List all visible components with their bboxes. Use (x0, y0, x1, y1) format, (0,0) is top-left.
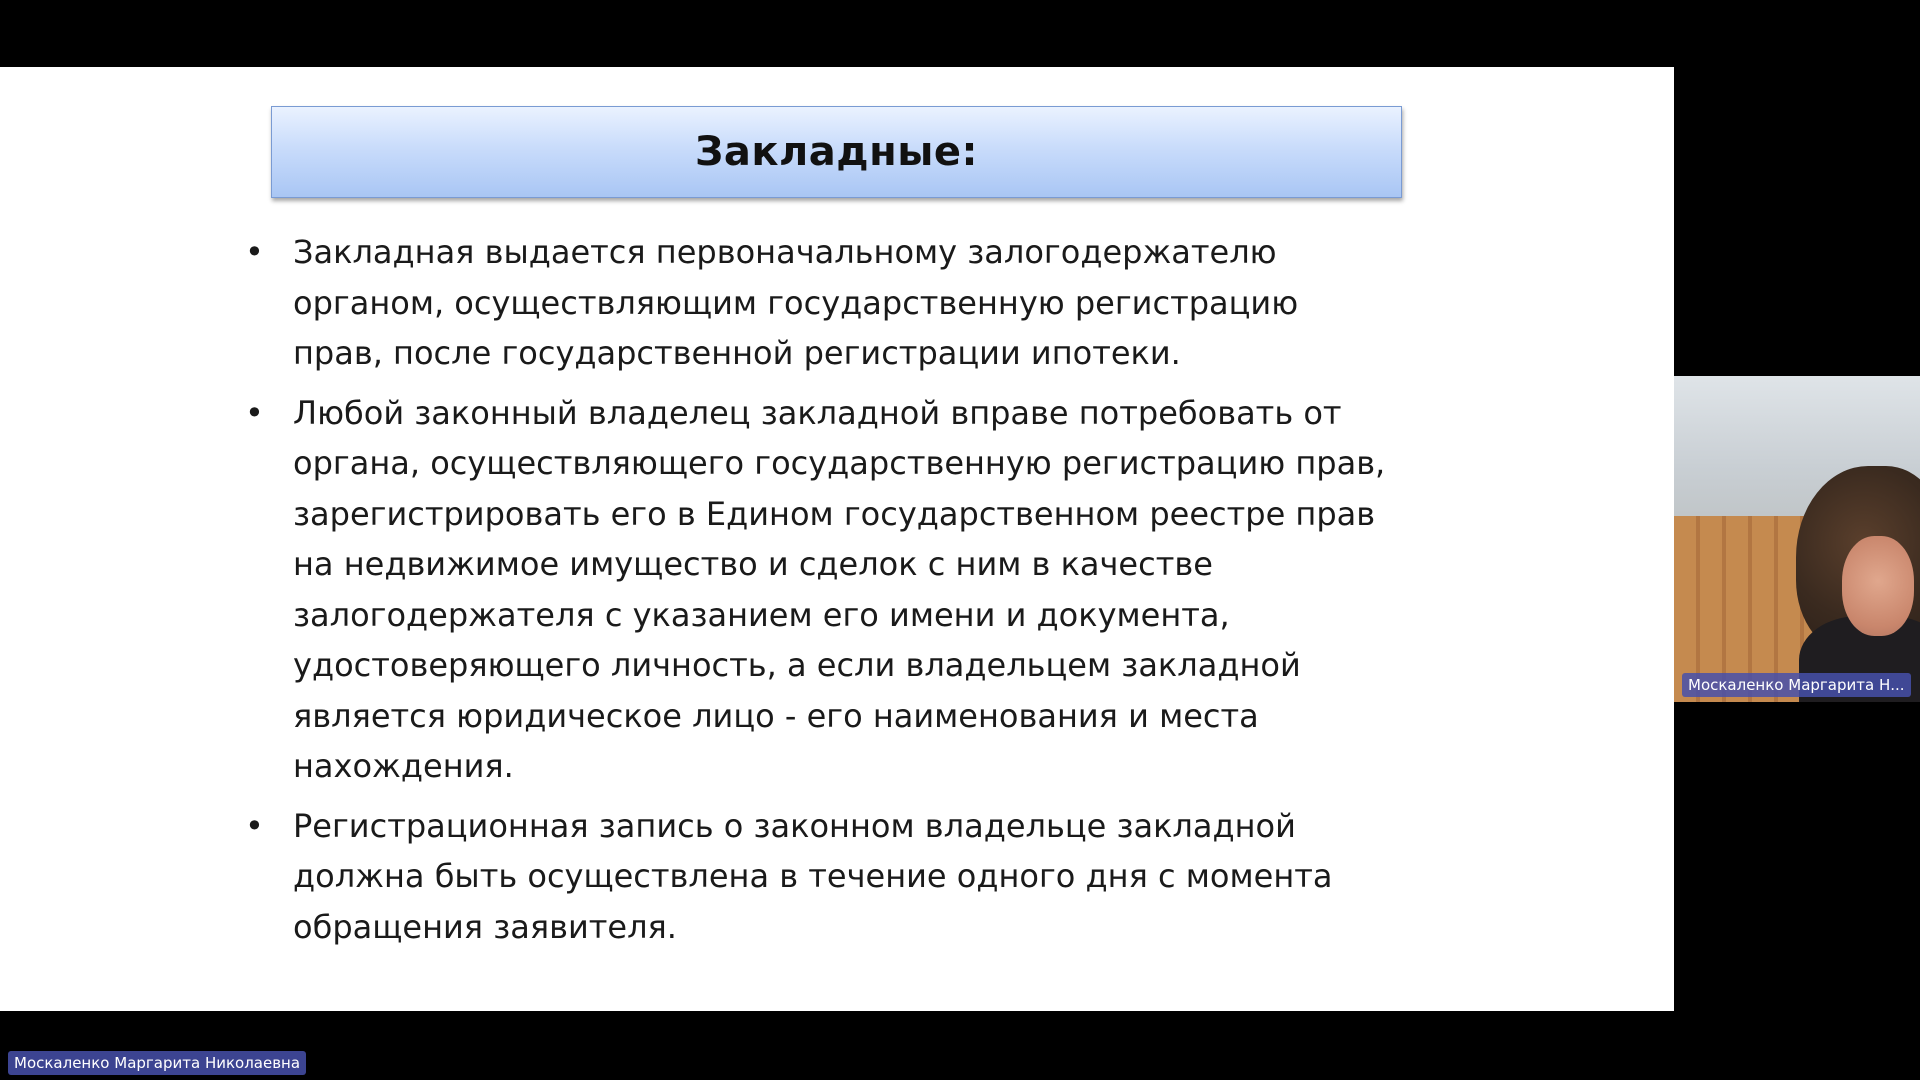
bullet-point-icon: • (245, 393, 264, 432)
bullet-line: органом, осуществляющим государственную регистрацию (293, 283, 1299, 322)
bullet-line: Любой законный владелец закладной вправе потребовать от (293, 393, 1342, 432)
bullet-line: Закладная выдается первоначальному залогодержателю (293, 233, 1277, 271)
participant-face (1842, 536, 1914, 636)
bullet-item (245, 388, 1445, 792)
bullet-line: является юридическое лицо - его наименования и места (293, 696, 1259, 735)
bullet-line: зарегистрировать его в Едином государственном реестре прав (293, 494, 1376, 533)
bullet-line: на недвижимое имущество и сделок с ним в качестве (293, 545, 1213, 583)
bullet-point-icon: • (245, 806, 264, 845)
participant-name-tag: Москаленко Маргарита Н... (1682, 673, 1911, 697)
participant-video-tile[interactable] (1674, 376, 1920, 702)
bullet-line: должна быть осуществлена в течение одного дня с момента (293, 857, 1333, 895)
slide-title: Закладные: (694, 129, 979, 175)
bullet-line: обращения заявителя. (293, 907, 677, 946)
shared-slide (0, 67, 1674, 1011)
bullet-item (245, 227, 1445, 379)
bullet-line: залогодержателя с указанием его имени и документа, (293, 595, 1230, 634)
bullet-list (245, 227, 1445, 961)
bullet-line: нахождения. (293, 747, 514, 785)
bullet-line: прав, после государственной регистрации ипотеки. (293, 334, 1181, 372)
bullet-point-icon: • (245, 233, 264, 271)
bullet-item (245, 801, 1445, 953)
bullet-line: Регистрационная запись о законном владельце закладной (293, 806, 1296, 845)
presenter-name-tag: Москаленко Маргарита Николаевна (8, 1051, 306, 1075)
slide-title-box (271, 106, 1402, 198)
bullet-line: удостоверяющего личность, а если владельцем закладной (293, 646, 1301, 684)
bullet-line: органа, осуществляющего государственную регистрацию прав, (293, 444, 1386, 482)
